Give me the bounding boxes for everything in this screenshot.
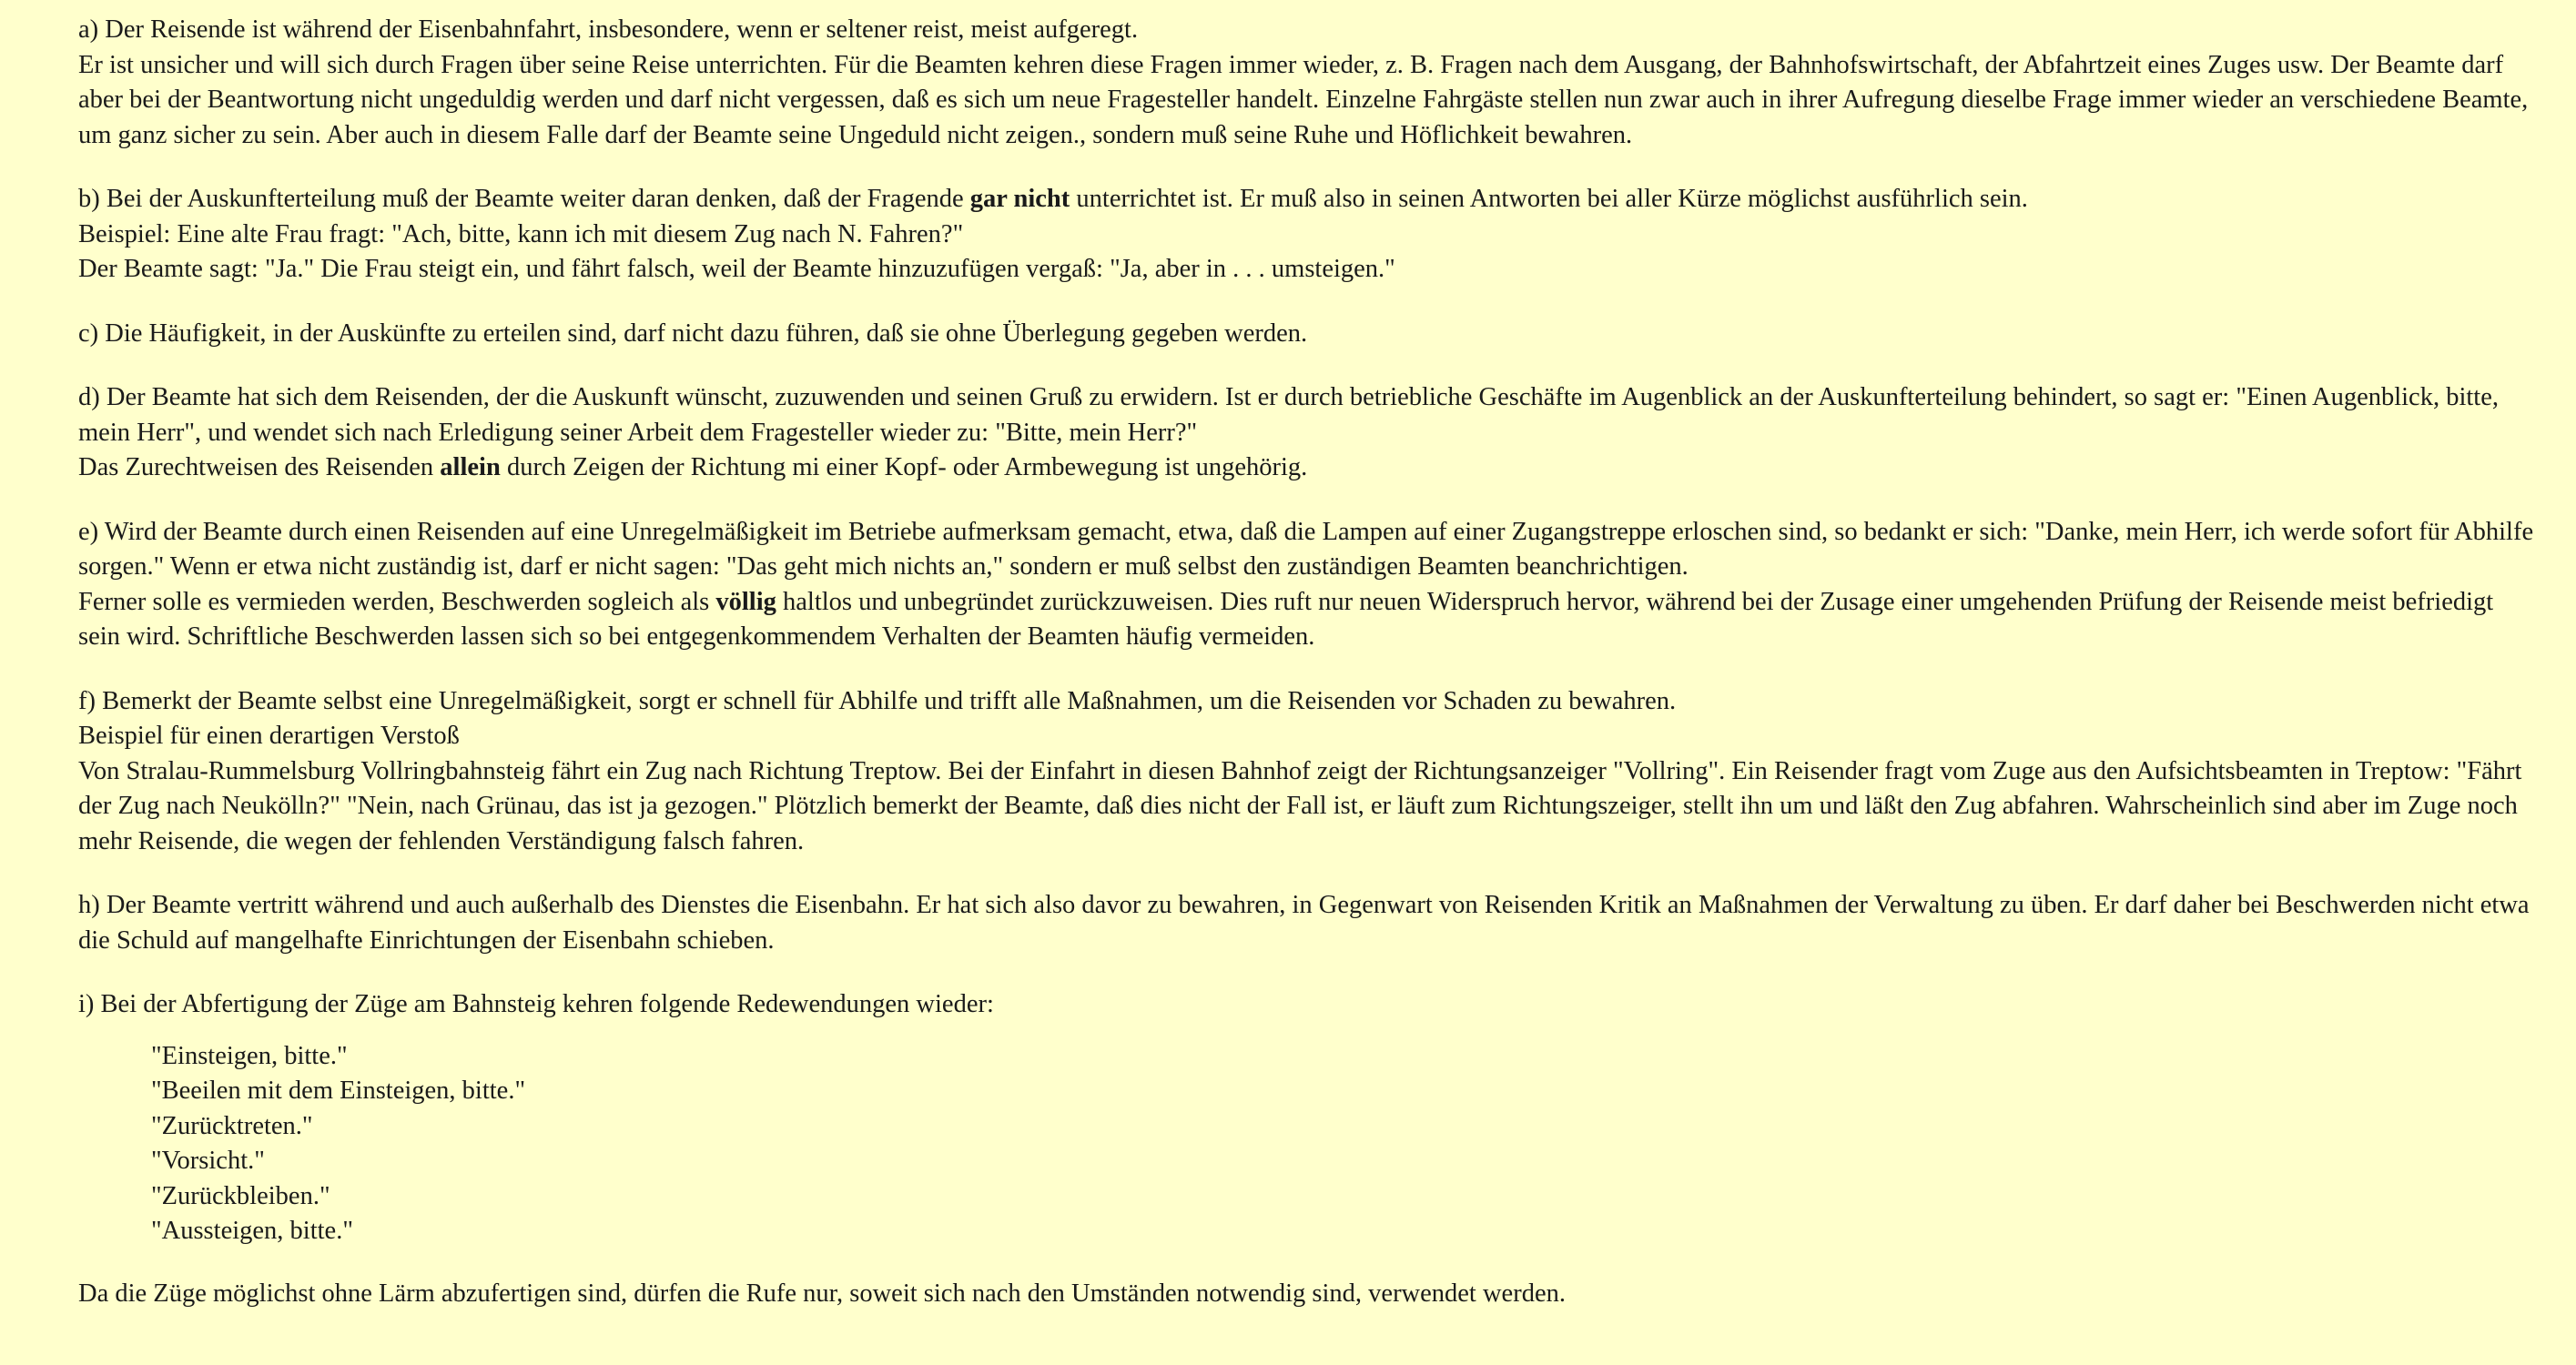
- paragraph-d-text: durch Zeigen der Richtung mi einer Kopf- oder Armbewegung ist ungehörig.: [500, 453, 1308, 481]
- paragraph-f: [78, 684, 2536, 860]
- paragraph-b-line-2: Beispiel: Eine alte Frau fragt: "Ach, bitte, kann ich mit diesem Zug nach N. Fahren?": [78, 219, 964, 248]
- paragraph-b-line-3: Der Beamte sagt: "Ja." Die Frau steigt ein, und fährt falsch, weil der Beamte hinzuzufügen vergaß: "Ja, aber in . . . umsteigen.": [78, 255, 1395, 283]
- paragraph-e: [78, 515, 2536, 655]
- phrase-item: "Vorsicht.": [151, 1147, 265, 1175]
- paragraph-b-text: b) Bei der Auskunfterteilung muß der Beamte weiter daran denken, daß der Fragende: [78, 185, 970, 213]
- phrase-list: [78, 1036, 2536, 1249]
- paragraph-e-line-1: e) Wird der Beamte durch einen Reisenden auf eine Unregelmäßigkeit im Betriebe aufmerksam gemacht, etwa, daß die Lampen auf einer Zugangstreppe erloschen sind, so bedankt er sich: "Danke, mein Herr, ich werde sofort für Abhilfe sorgen." Wenn er etwa nicht zuständig ist, darf er nicht sagen: "Das geht mich nichts an," sondern er muß selbst den zuständigen Beamten beanchrichtigen.: [78, 517, 2534, 581]
- paragraph-h: [78, 888, 2536, 958]
- phrase-item: "Zurückbleiben.": [151, 1181, 330, 1210]
- paragraph-b: [78, 182, 2536, 288]
- paragraph-i-line-1: i) Bei der Abfertigung der Züge am Bahnsteig kehren folgende Redewendungen wieder:: [78, 990, 994, 1018]
- closing-line: Da die Züge möglichst ohne Lärm abzufertigen sind, dürfen die Rufe nur, soweit sich nach den Umständen notwendig sind, verwendet werden.: [78, 1279, 1566, 1308]
- paragraph-b-emphasis: gar nicht: [969, 185, 1070, 213]
- paragraph-c-line-1: c) Die Häufigkeit, in der Auskünfte zu erteilen sind, darf nicht dazu führen, daß sie ohne Überlegung gegeben werden.: [78, 318, 1308, 348]
- paragraph-d-text: Das Zurechtweisen des Reisenden: [78, 453, 441, 481]
- paragraph-a: [78, 13, 2536, 153]
- phrase-item: "Aussteigen, bitte.": [151, 1217, 353, 1245]
- paragraph-f-line-1: f) Bemerkt der Beamte selbst eine Unregelmäßigkeit, sorgt er schnell für Abhilfe und trifft alle Maßnahmen, um die Reisenden vor Schaden zu bewahren.: [78, 686, 1677, 715]
- paragraph-f-line-3: Von Stralau-Rummelsburg Vollringbahnsteig fährt ein Zug nach Richtung Treptow. Bei der Einfahrt in diesen Bahnhof zeigt der Richtungsanzeiger "Vollring". Ein Reisender fragt vom Zuge aus den Aufsichtsbeamten in Treptow: "Fährt der Zug nach Neukölln?" "Nein, nach Grünau, das ist ja gezogen." Plötzlich bemerkt der Beamte, daß dies nicht der Fall ist, er läuft zum Richtungszeiger, stellt ihn um und läßt den Zug abfahren. Wahrscheinlich sind aber im Zuge noch mehr Reisende, die wegen der fehlenden Verständigung falsch fahren.: [78, 756, 2522, 855]
- closing-paragraph: [78, 1277, 2536, 1312]
- paragraph-d-line-1: d) Der Beamte hat sich dem Reisenden, der die Auskunft wünscht, zuzuwenden und seinen Gruß zu erwidern. Ist er durch betriebliche Geschäfte im Augenblick an der Auskunfterteilung behindert, so sagt er: "Einen Augenblick, bitte, mein Herr", und wendet sich nach Erledigung seiner Arbeit dem Fragesteller wieder zu: "Bitte, mein Herr?": [78, 383, 2499, 447]
- paragraph-e-emphasis: völlig: [715, 587, 776, 616]
- paragraph-d-line-2: [78, 450, 2536, 486]
- phrase-item: "Beeilen mit dem Einsteigen, bitte.": [151, 1077, 526, 1105]
- paragraph-i: [78, 987, 2536, 1023]
- phrase-item: "Einsteigen, bitte.": [151, 1041, 348, 1070]
- paragraph-e-line-2: [78, 585, 2536, 655]
- paragraph-h-line-1: h) Der Beamte vertritt während und auch außerhalb des Dienstes die Eisenbahn. Er hat sich also davor zu bewahren, in Gegenwart von Reisenden Kritik an Maßnahmen der Verwaltung zu üben. Er darf daher bei Beschwerden nicht etwa die Schuld auf mangelhafte Einrichtungen der Eisenbahn schieben.: [78, 891, 2530, 955]
- paragraph-e-text: haltlos und unbegründet zurückzuweisen. Dies ruft nur neuen Widerspruch hervor, während bei der Zusage einer umgehenden Prüfung der Reisende meist befriedigt sein wird. Schriftliche Beschwerden lassen sich so bei entgegenkommendem Verhalten der Beamten häufig vermeiden.: [78, 587, 2494, 651]
- document-body: [78, 13, 2536, 1340]
- paragraph-f-line-2: Beispiel für einen derartigen Verstoß: [78, 722, 460, 750]
- paragraph-c: [78, 317, 2536, 352]
- paragraph-e-text: Ferner solle es vermieden werden, Beschwerden sogleich als: [78, 587, 716, 616]
- phrase-item: "Zurücktreten.": [151, 1111, 313, 1140]
- paragraph-b-text: unterrichtet ist. Er muß also in seinen Antworten bei aller Kürze möglichst ausführlich sein.: [1070, 185, 2028, 213]
- paragraph-a-line-2: Er ist unsicher und will sich durch Fragen über seine Reise unterrichten. Für die Beamten kehren diese Fragen immer wieder, z. B. Fragen nach dem Ausgang, der Bahnhofswirtschaft, der Abfahrtzeit eines Zuges usw. Der Beamte darf aber bei der Beantwortung nicht ungeduldig werden und darf nicht vergessen, daß es sich um neue Fragesteller handelt. Einzelne Fahrgäste stellen nun zwar auch in ihrer Aufregung dieselbe Frage immer wieder an verschiedene Beamte, um ganz sicher zu sein. Aber auch in diesem Falle darf der Beamte seine Ungeduld nicht zeigen., sondern muß seine Ruhe und Höflichkeit bewahren.: [78, 50, 2529, 149]
- paragraph-d-emphasis: allein: [440, 453, 501, 481]
- paragraph-d: [78, 380, 2536, 486]
- paragraph-a-line-1: a) Der Reisende ist während der Eisenbahnfahrt, insbesondere, wenn er seltener reist, meist aufgeregt.: [78, 15, 1139, 44]
- paragraph-b-line-1: [78, 182, 2536, 217]
